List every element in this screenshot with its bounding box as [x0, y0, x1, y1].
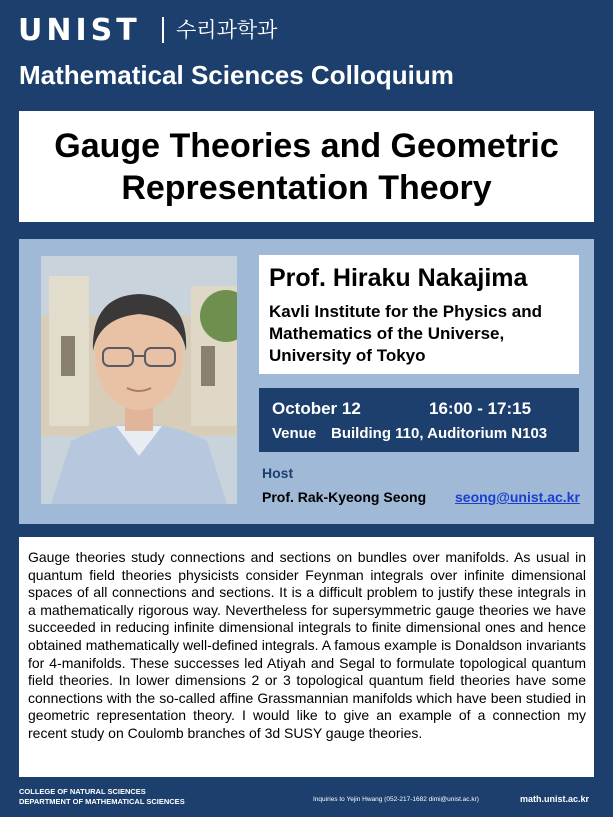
talk-title: [54, 125, 558, 209]
affiliation-line2: Mathematics of the Universe,: [269, 324, 505, 343]
department-name-korean: 수리과학과: [176, 18, 278, 42]
affiliation-line3: University of Tokyo: [269, 346, 426, 365]
talk-title-line2: Representation Theory: [121, 168, 492, 207]
footer-website[interactable]: math.unist.ac.kr: [520, 794, 590, 804]
unist-logo: UNIST: [18, 13, 141, 48]
talk-title-box: [19, 111, 594, 222]
venue-label: Venue: [272, 425, 317, 442]
venue: Building 110, Auditorium N103: [331, 425, 548, 442]
speaker-affiliation: [269, 301, 575, 367]
footer-college-name: COLLEGE OF NATURAL SCIENCES: [19, 787, 146, 796]
footer-college: [19, 787, 185, 807]
footer-department-name: DEPARTMENT OF MATHEMATICAL SCIENCES: [19, 797, 185, 806]
speaker-name: Prof. Hiraku Nakajima: [269, 264, 528, 292]
host-name: Prof. Rak-Kyeong Seong: [262, 489, 427, 505]
logo-divider: [162, 17, 164, 43]
talk-time: 16:00 - 17:15: [429, 399, 532, 418]
colloquium-series-title: Mathematical Sciences Colloquium: [19, 60, 454, 90]
speaker-photo: [41, 256, 237, 504]
footer-inquiries: Inquiries to Yejin Hwang (052-217-1682 dimi@unist.ac.kr): [313, 796, 479, 803]
talk-title-line1: Gauge Theories and Geometric: [54, 126, 559, 165]
abstract-text: Gauge theories study connections and sections on bundles over manifolds. As usual in quantum field theories physicists consider Feynman integrals over infinite dimensional spaces of all connections and sections. It is a difficult problem to justify these integrals in a mathematically rigorous way. Nevertheless for supersymmetric gauge theories we have succeeded in reducing infinite dimensional integrals to finite dimensional ones and hence obtained mathematically well-defined integrals. A famous example is Donaldson invariants for 4-manifolds. These successes led Atiyah and Segal to formulate topological quantum field theories. In lower dimensions 2 or 3 topological quantum field theories have some connections with the so-called affine Grassmannian manifolds which have been studied in geometric representation theory. I would like to give an example of a connection my recent study on Coulomb branches of 3d SUSY gauge theories.: [28, 549, 586, 741]
affiliation-line1: Kavli Institute for the Physics and: [269, 302, 543, 321]
talk-date: October 12: [272, 399, 361, 418]
poster-header: [0, 0, 613, 110]
speaker-box: [259, 255, 579, 374]
abstract-box: [19, 537, 594, 777]
host-email-link[interactable]: seong@unist.ac.kr: [455, 489, 580, 505]
schedule-box: [259, 388, 579, 452]
speaker-info-panel: [19, 239, 594, 524]
host-label: Host: [262, 465, 294, 481]
